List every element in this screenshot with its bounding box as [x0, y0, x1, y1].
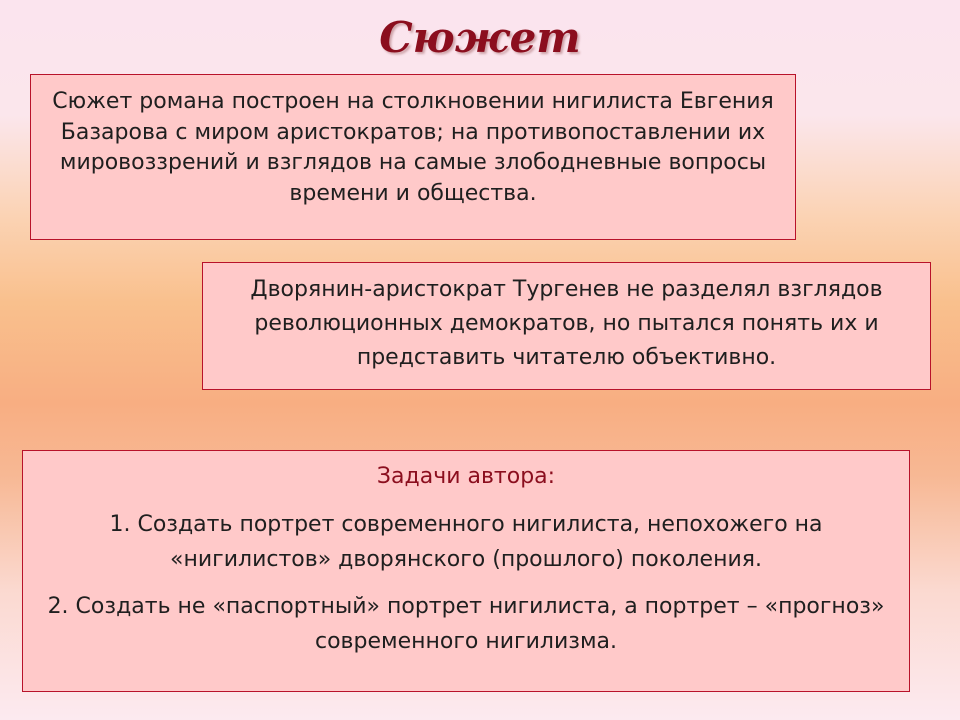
slide-title: Сюжет	[379, 13, 581, 62]
plot-description-text: Сюжет романа построен на столкновении нигилиста Евгения Базарова с миром аристократов; на противопоставлении их мировоззрений и взглядов на самые злободневные вопросы времени и общества.	[52, 89, 774, 206]
author-task-item-2: 2. Создать не «паспортный» портрет нигилиста, а портрет – «прогноз» современного нигилизма.	[47, 594, 885, 654]
author-tasks-box	[22, 450, 910, 692]
author-tasks-heading: Задачи автора:	[376, 464, 556, 489]
author-position-box	[202, 262, 931, 390]
author-task-item-1: 1. Создать портрет современного нигилиста, непохожего на «нигилистов» дворянского (прошлого) поколения.	[109, 512, 823, 572]
plot-description-box	[30, 74, 796, 240]
author-position-text: Дворянин-аристократ Тургенев не разделял взглядов революционных демократов, но пытался понять их и представить читателю объективно.	[250, 277, 883, 370]
